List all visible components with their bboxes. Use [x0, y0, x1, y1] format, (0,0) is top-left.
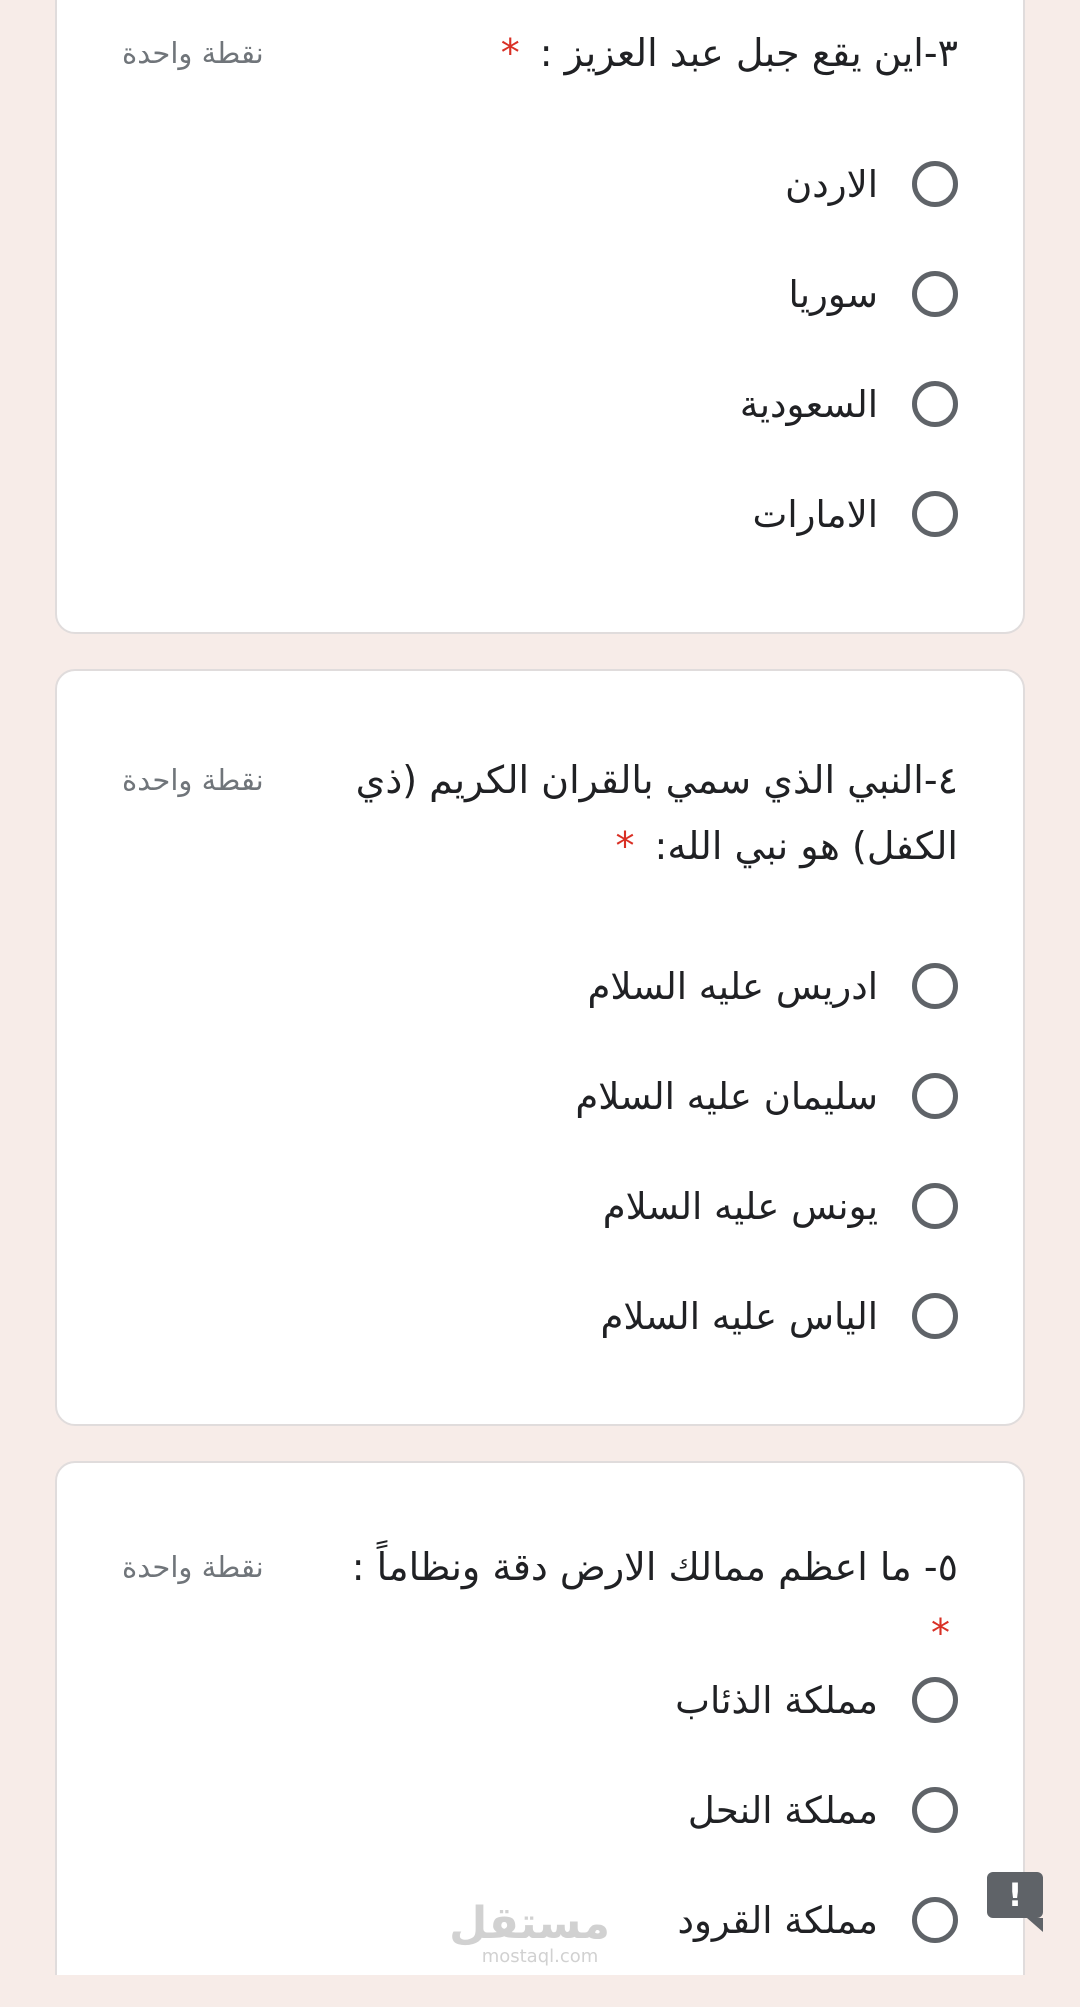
- option-label: سوريا: [788, 272, 878, 316]
- option-label: ادريس عليه السلام: [587, 964, 878, 1008]
- question-header: [122, 20, 958, 86]
- radio-button[interactable]: [912, 1787, 958, 1833]
- radio-button[interactable]: [912, 271, 958, 317]
- option-sulayman[interactable]: [122, 1041, 958, 1151]
- radio-button[interactable]: [912, 1677, 958, 1723]
- option-yunus[interactable]: [122, 1151, 958, 1261]
- question-title: ٤-النبي الذي سمي بالقران الكريم (ذي الكفل) هو نبي الله: *: [355, 758, 958, 868]
- option-syria[interactable]: [122, 239, 958, 349]
- question-title: ٣-اين يقع جبل عبد العزيز : *: [500, 31, 958, 75]
- required-asterisk: *: [500, 31, 520, 75]
- option-saudi[interactable]: [122, 349, 958, 459]
- options-list: [122, 931, 958, 1371]
- required-asterisk: *: [615, 824, 635, 868]
- options-list: [122, 129, 958, 569]
- option-label: الياس عليه السلام: [600, 1294, 878, 1338]
- exclamation-icon: !: [1007, 1876, 1023, 1914]
- option-label: سليمان عليه السلام: [575, 1074, 878, 1118]
- option-label: مملكة النحل: [687, 1788, 878, 1832]
- radio-button[interactable]: [912, 1897, 958, 1943]
- option-wolves[interactable]: [122, 1645, 958, 1755]
- radio-button[interactable]: [912, 1293, 958, 1339]
- question-title: ٥- ما اعظم ممالك الارض دقة ونظاماً : *: [351, 1545, 958, 1655]
- radio-button[interactable]: [912, 1073, 958, 1119]
- option-label: يونس عليه السلام: [602, 1184, 878, 1228]
- radio-button[interactable]: [912, 491, 958, 537]
- mostaql-watermark: [449, 1898, 610, 1967]
- question-header: [122, 747, 958, 879]
- question-points: نقطة واحدة: [122, 36, 264, 70]
- option-label: مملكة الذئاب: [675, 1678, 878, 1722]
- option-emirates[interactable]: [122, 459, 958, 569]
- option-label: الاردن: [785, 162, 878, 206]
- required-asterisk: *: [931, 1611, 950, 1655]
- report-button[interactable]: [987, 1872, 1043, 1918]
- option-label: مملكة القرود: [677, 1898, 878, 1942]
- question-points: نقطة واحدة: [122, 1550, 264, 1584]
- watermark-latin: mostaql.com: [481, 1946, 599, 1967]
- radio-button[interactable]: [912, 161, 958, 207]
- watermark-arabic: مستقل: [449, 1898, 610, 1949]
- option-jordan[interactable]: [122, 129, 958, 239]
- option-label: السعودية: [739, 382, 878, 426]
- radio-button[interactable]: [912, 1183, 958, 1229]
- option-bees[interactable]: [122, 1755, 958, 1865]
- question-card-3: [55, 0, 1025, 634]
- radio-button[interactable]: [912, 381, 958, 427]
- option-idris[interactable]: [122, 931, 958, 1041]
- question-points: نقطة واحدة: [122, 763, 264, 797]
- question-card-4: [55, 669, 1025, 1426]
- option-ilyas[interactable]: [122, 1261, 958, 1371]
- radio-button[interactable]: [912, 963, 958, 1009]
- option-label: الامارات: [752, 492, 878, 536]
